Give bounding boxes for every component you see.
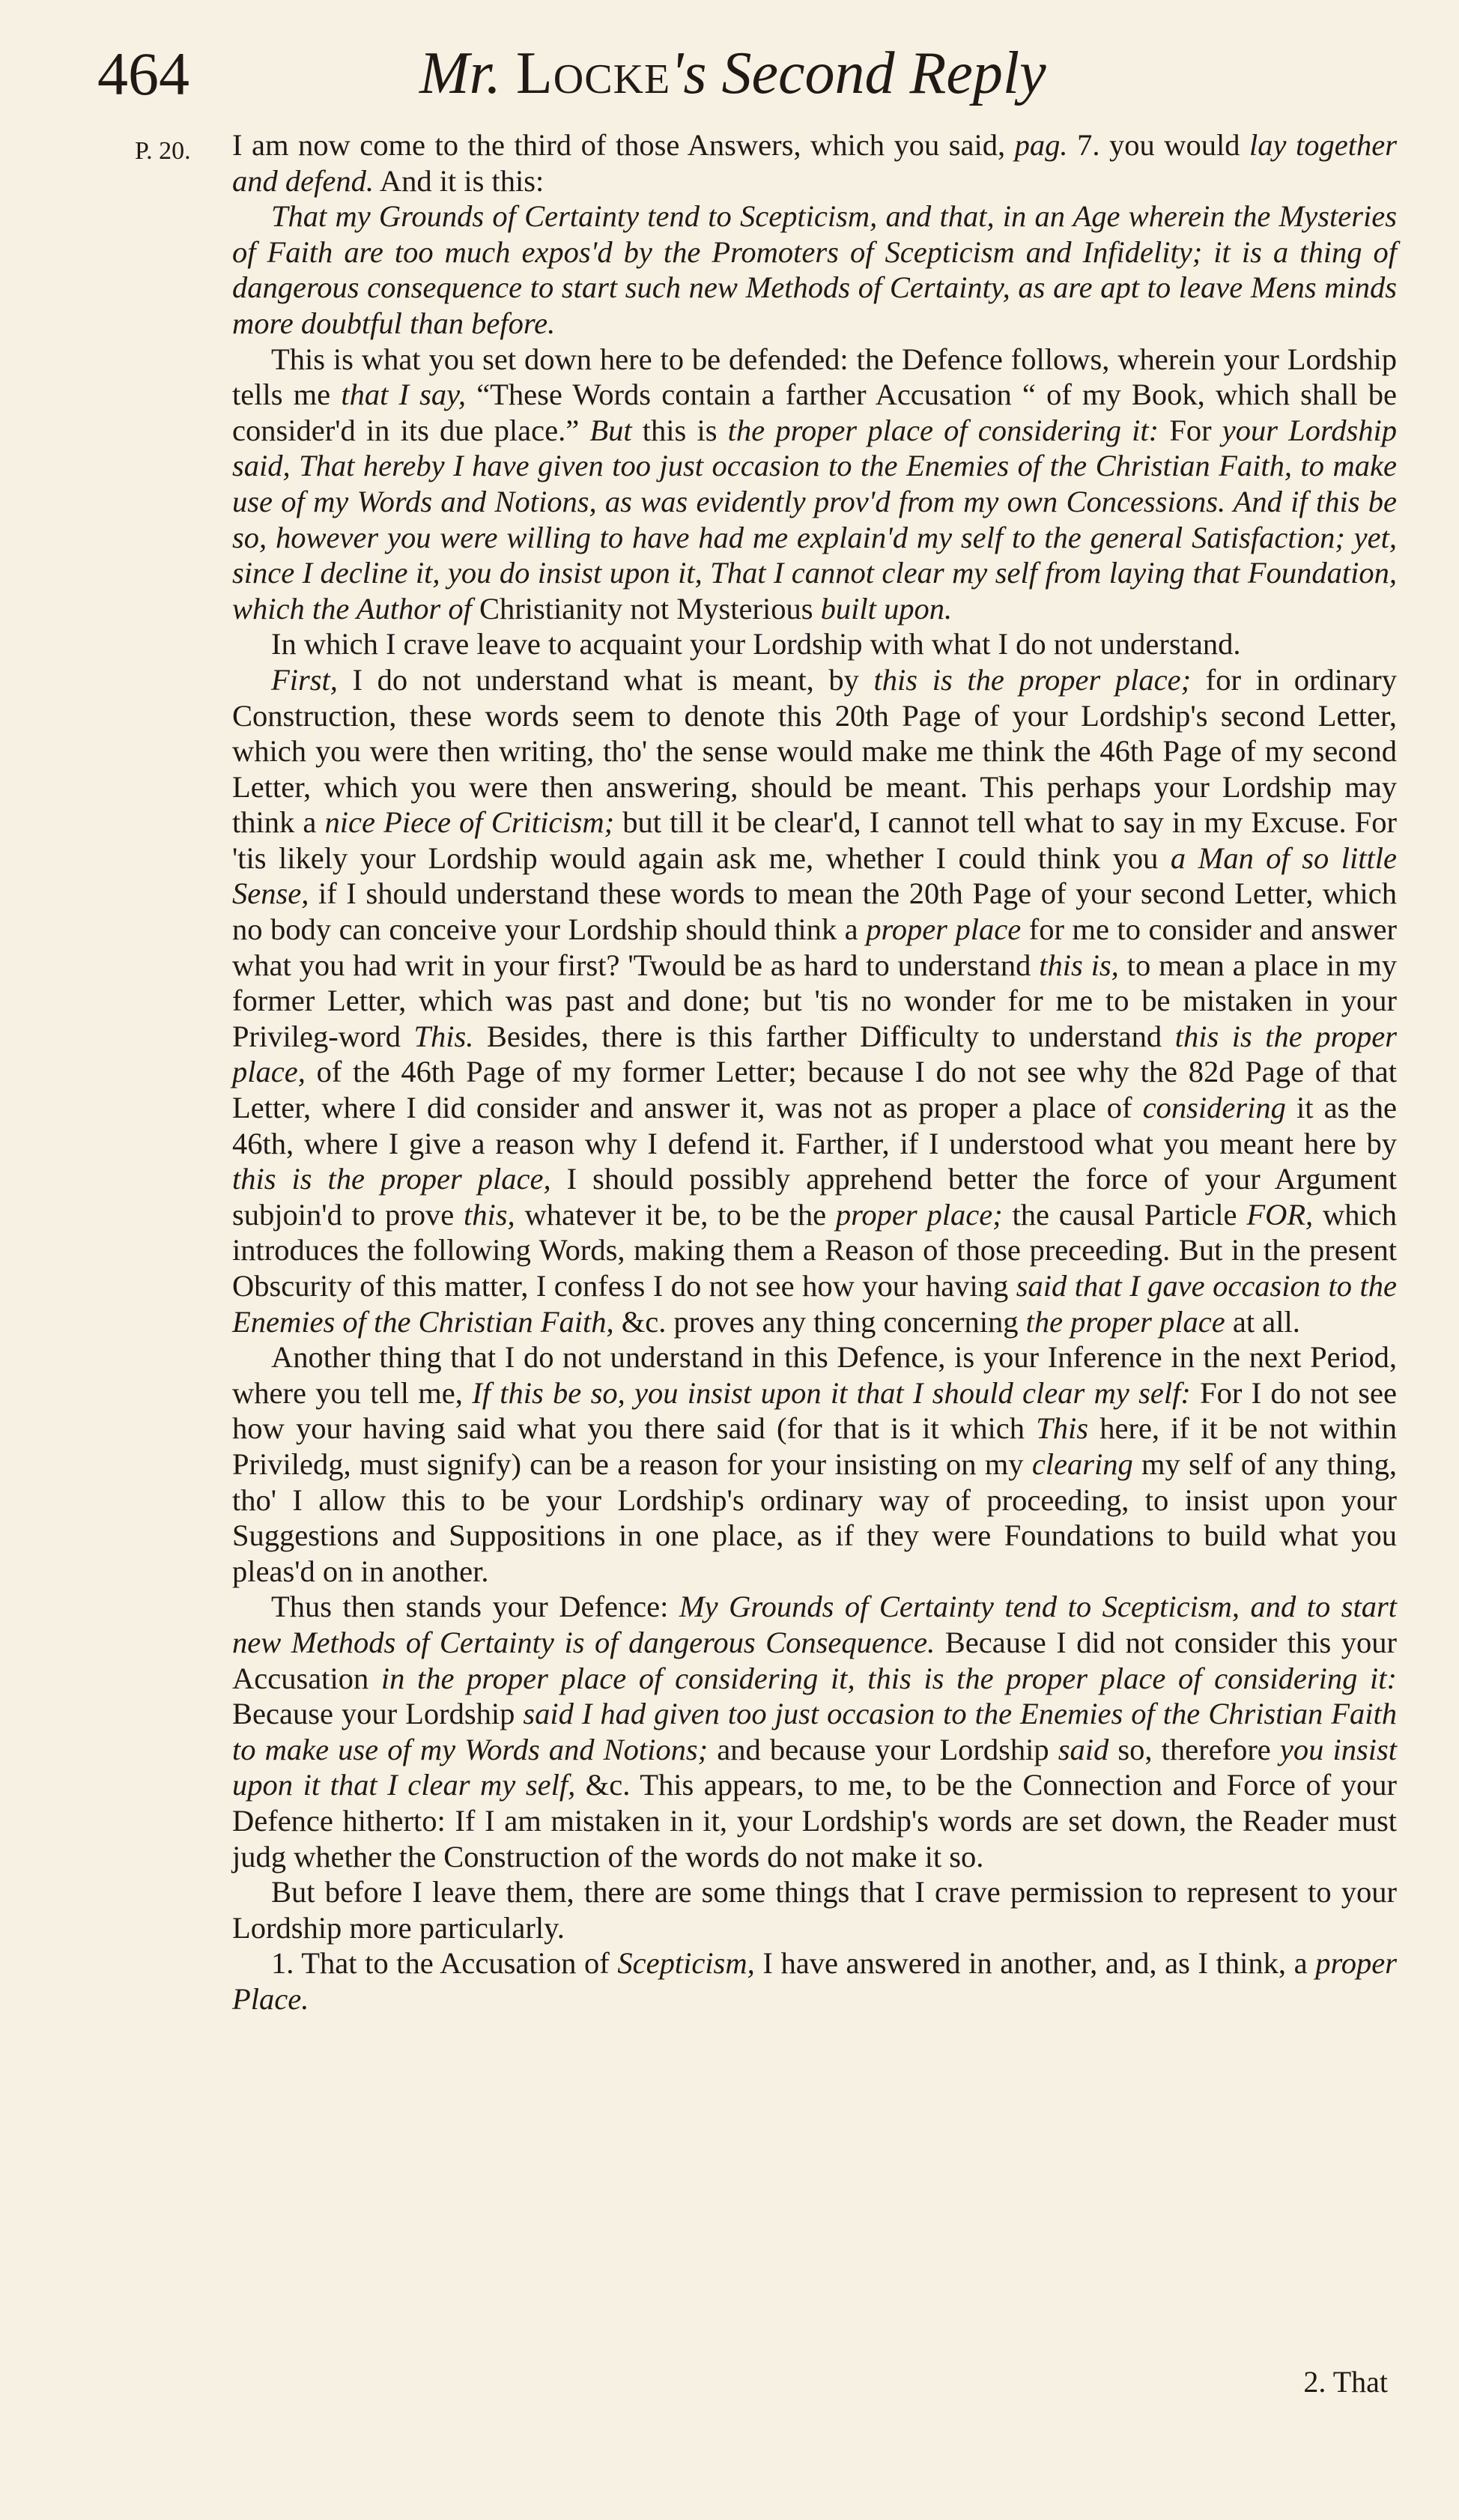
p3-t5: Christianity not Mysterious	[471, 591, 821, 626]
p5-t9: it as the 46th, where I give a reason why I defend it. Farther, if I understood what you meant here by	[232, 1091, 1397, 1160]
p9-i1: Scepticism,	[617, 1946, 755, 1981]
p5-t6: to mean a place in my former Letter, which was past and done; but 'tis no wonder for me to be mistaken in your Privileg-word	[232, 948, 1397, 1053]
p6-t4: my self of any thing, tho' I allow this to be your Lordship's ordinary way of proceeding, to insist upon your Suggestions and Suppositions in one place, as if they were Foundations to build what you pleas'd on in another.	[232, 1447, 1397, 1588]
p9-i2: proper Place.	[232, 1946, 1397, 2016]
p7-i2: in the proper place of considering it, this is the proper place of considering it:	[380, 1661, 1397, 1695]
p7-t6: &c. This appears, to me, to be the Connection and Force of your Defence hitherto: If I am mistaken in it, your Lordship's words are set down, the Reader must judg whether the Construction of the words do not make it so.	[232, 1768, 1397, 1874]
running-head-end: 's Second Reply	[670, 40, 1046, 106]
p5-i4: a Man of so little Sense,	[232, 840, 1397, 911]
p6-i2: This	[1036, 1411, 1088, 1446]
body-text	[232, 127, 1397, 2017]
p5-i13: FOR,	[1246, 1197, 1314, 1232]
p5-t5: for me to consider and answer what you had writ in your first? 'Twould be as hard to understand	[232, 912, 1398, 982]
page-number: 464	[97, 40, 189, 108]
p3-i4: your Lordship said, That hereby I have given too just occasion to the Enemies of the Christian Faith, to make use of my Words and Notions, as was evidently prov'd from my own Concessions. And if this be so, however you were willing to have had me explain'd my self to the general Satisfaction; yet, since I decline it, you do insist upon it, That I cannot clear my self from laying that Foundation, which the Author of	[232, 413, 1397, 626]
p3-t3: this is	[631, 413, 728, 447]
p3-t1: This is what you set down here to be defended: the Defence follows, wherein your Lordship tells me	[232, 342, 1397, 412]
p1-i1: pag.	[1014, 128, 1068, 162]
p5-i2: this is the proper place;	[873, 662, 1192, 697]
p3-i2: But	[589, 413, 632, 447]
p7-i3: said I had given too just occasion to the Enemies of the Christian Faith to make use of my Words and Notions;	[232, 1697, 1398, 1766]
p3-i3: the proper place of considering it:	[727, 413, 1159, 447]
p3-i5: built upon.	[820, 591, 953, 626]
paragraph-3	[232, 342, 1397, 627]
p3-t4: For	[1159, 413, 1222, 447]
p5-t12: the causal Particle	[1002, 1197, 1247, 1232]
paragraph-7	[232, 1589, 1397, 1874]
p7-t3: Because your Lordship	[232, 1697, 524, 1731]
p5-i10: this is the proper place,	[232, 1162, 551, 1196]
p6-t2: For I do not see how your having said what you there said (for that is it which	[232, 1375, 1397, 1446]
p7-t2: Because I did not consider this your Accusation	[232, 1625, 1398, 1695]
quoted-accusation: That my Grounds of Certainty tend to Scepticism, and that, in an Age wherein the Mysteries of Faith are too much expos'd by the Promoters of Scepticism and Infidelity; it is a thing of dangerous consequence to start such new Methods of Certainty, as are apt to leave Mens minds more doubtful than before.	[232, 199, 1397, 340]
p3-i1: that I say,	[341, 378, 467, 412]
p6-t1: Another thing that I do not understand in this Defence, is your Inference in the next Period, where you tell me,	[232, 1340, 1397, 1410]
p5-i7: This.	[413, 1019, 474, 1053]
p7-t5: so, therefore	[1108, 1732, 1280, 1766]
paragraph-4: In which I crave leave to acquaint your Lordship with what I do not understand.	[271, 627, 1241, 661]
p5-t14: &c. proves any thing concerning	[613, 1304, 1026, 1339]
paragraph-6	[232, 1339, 1397, 1589]
p5-t11: whatever it be, to be the	[515, 1197, 836, 1232]
p3-t2: “These Words contain a farther Accusation “ of my Book, which shall be consider'd in its due place.”	[232, 378, 1397, 447]
paragraph-5	[232, 662, 1397, 1339]
paragraph-9	[232, 1945, 1397, 2017]
p5-i3: nice Piece of Criticism;	[324, 805, 615, 840]
p5-t8: of the 46th Page of my former Letter; because I do not see why the 82d Page of that Letter, where I did consider and answer it, was not as proper a place of	[232, 1055, 1397, 1125]
p5-i9: considering	[1142, 1091, 1286, 1125]
p5-t7: Besides, there is this farther Difficulty to understand	[473, 1019, 1175, 1053]
p1-t3: And it is this:	[373, 163, 545, 198]
p5-i8: this is the proper place,	[232, 1019, 1397, 1089]
p5-i5: proper place	[866, 912, 1022, 947]
page-header	[97, 40, 1408, 126]
p1-i2: lay together and defend.	[232, 128, 1398, 198]
p7-t4: and because your Lordship	[708, 1732, 1058, 1766]
p5-t3: but till it be clear'd, I cannot tell what to say in my Excuse. For 'tis likely your Lordship would again ask me, whether I could think you	[232, 805, 1397, 875]
p7-t1: Thus then stands your Defence:	[271, 1590, 679, 1624]
p5-i12: proper place;	[835, 1197, 1003, 1232]
p1-t2: 7. you would	[1067, 128, 1250, 162]
p6-i1: If this be so, you insist upon it that I should clear my self:	[472, 1375, 1191, 1410]
paragraph-1	[232, 127, 1397, 199]
p5-i1: First,	[271, 662, 338, 697]
p5-t2: for in ordinary Construction, these words seem to denote this 20th Page of your Lordship's second Letter, which you were then writing, tho' the sense would make me think the 46th Page of my second Letter, which you were then answering, should be meant. This perhaps your Lordship may think a	[232, 662, 1397, 840]
p5-t10: I should possibly apprehend better the force of your Argument subjoin'd to prove	[232, 1162, 1397, 1232]
margin-reference: P. 20.	[135, 137, 191, 165]
p6-t3: here, if it be not within Priviledg, must signify) can be a reason for your insisting on my	[232, 1411, 1397, 1481]
p5-t1: I do not understand what is meant, by	[337, 662, 874, 697]
p9-t1: 1. That to the Accusation of	[271, 1946, 618, 1981]
p7-i4: said	[1058, 1732, 1109, 1766]
p5-t15: at all.	[1225, 1304, 1300, 1339]
p5-i14: said that I gave occasion to the Enemies of the Christian Faith,	[232, 1269, 1397, 1339]
running-head-name: Locke	[515, 40, 671, 106]
p5-i11: this,	[464, 1197, 515, 1232]
p6-i3: clearing	[1031, 1447, 1133, 1481]
p9-t2: I have answered in another, and, as I think, a	[754, 1946, 1316, 1981]
paragraph-8: But before I leave them, there are some things that I crave permission to represent to your Lordship more particularly.	[232, 1875, 1397, 1945]
catchword: 2. That	[1303, 2365, 1388, 2399]
p7-i5: you insist upon it that I clear my self,	[232, 1732, 1397, 1802]
p7-i1: My Grounds of Certainty tend to Scepticism, and to start new Methods of Certainty is of dangerous Consequence.	[232, 1590, 1397, 1659]
p1-t1: I am now come to the third of those Answers, which you said,	[232, 128, 1015, 162]
p5-i6: this is,	[1039, 948, 1119, 982]
running-head	[419, 40, 1046, 106]
p5-i15: the proper place	[1025, 1304, 1225, 1339]
running-head-start: Mr.	[419, 40, 516, 106]
p5-t13: which introduces the following Words, making them a Reason of those preceeding. But in the present Obscurity of this matter, I confess I do not see how your having	[232, 1197, 1397, 1303]
p5-t4: if I should understand these words to mean the 20th Page of your second Letter, which no body can conceive your Lordship should think a	[232, 876, 1397, 947]
